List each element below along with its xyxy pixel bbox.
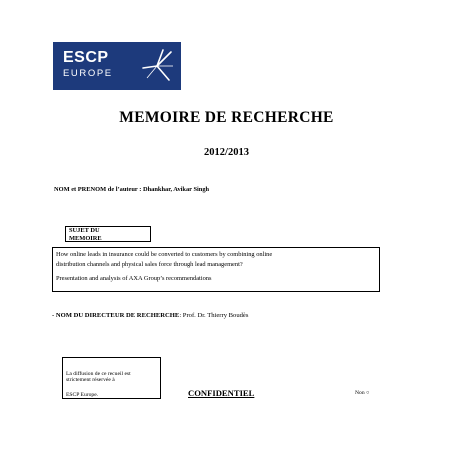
logo-line-escp: ESCP	[63, 49, 109, 66]
author-name: Dhankhar, Avikar Singh	[142, 186, 210, 193]
subject-box	[52, 247, 380, 292]
non-checkbox[interactable]: ○	[366, 390, 370, 396]
document-title: MEMOIRE DE RECHERCHE	[119, 109, 334, 126]
academic-year: 2012/2013	[204, 147, 249, 158]
author-line	[54, 186, 209, 193]
subject-label-line1: SUJET DU	[69, 227, 100, 234]
escp-logo	[53, 42, 181, 90]
star-icon	[139, 48, 175, 84]
logo-text	[63, 50, 113, 79]
director-label: - NOM DU DIRECTEUR DE RECHERCHE	[52, 312, 180, 319]
non-option[interactable]	[355, 390, 369, 396]
diffusion-box	[62, 357, 161, 399]
diffusion-line-3: ESCP Europe.	[66, 391, 99, 398]
subject-line-2: distribution channels and physical sales force through lead management?	[56, 261, 243, 268]
director-line	[52, 312, 248, 319]
subject-label-box	[65, 226, 151, 242]
subject-line-1: How online leads in insurance could be converted to customers by combining online	[56, 251, 273, 258]
logo-line-europe: EUROPE	[63, 68, 113, 79]
subject-label-line2: MEMOIRE	[69, 234, 102, 242]
subject-line-3: Presentation and analysis of AXA Group’s recommendations	[56, 275, 212, 282]
confidentiel-label: CONFIDENTIEL	[188, 388, 255, 398]
non-label: Non	[355, 390, 365, 396]
author-label: NOM et PRENOM de l’auteur :	[54, 186, 143, 193]
diffusion-line-2: strictement réservée à	[66, 377, 115, 384]
director-name: : Prof. Dr. Thierry Boudès	[179, 312, 249, 319]
diffusion-line-1: La diffusion de ce recueil est	[66, 371, 131, 377]
